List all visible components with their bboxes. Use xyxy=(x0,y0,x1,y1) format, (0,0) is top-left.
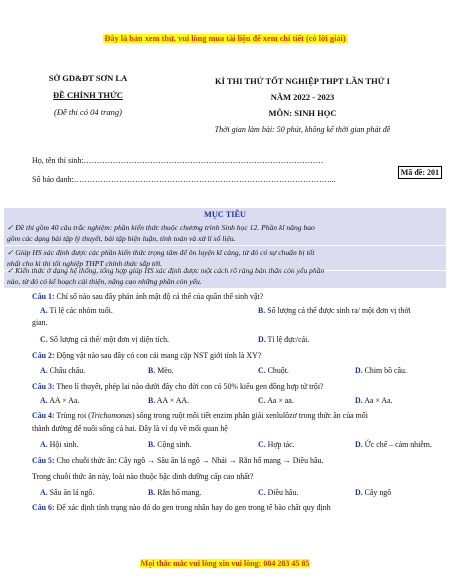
question-4: Câu 4: Trùng roi (Trichomonas) sống trong ruột mối tiết enzim phân giải xenlulôzơ trong thức ăn của mối xyxy=(32,411,368,420)
objectives-title: MỤC TIÊU xyxy=(203,210,247,219)
question-5 xyxy=(32,455,323,466)
exam-code: Mã đề: 201 xyxy=(398,166,442,179)
question-5-continued: Trong chuỗi thức ăn này, loài nào thuộc bậc dinh dưỡng cấp cao nhất? xyxy=(32,472,254,481)
option-b[interactable]: B. Mèo. xyxy=(148,366,174,375)
objective-line: nào, từ đó có kế hoạch cải thiện, nâng cao những phần còn yếu. xyxy=(7,277,202,286)
question-4-continued: thành đường để nuôi sống cả hai. Đây là ví dụ về mối quan hệ xyxy=(32,424,228,433)
question-text: Theo lí thuyết, phép lai nào dưới đây cho đời con có 50% kiểu gen đồng hợp tử trội? xyxy=(54,382,324,391)
option-b[interactable]: B. AA × AA. xyxy=(148,396,190,405)
objective-line: gồm các dạng bài tập lý thuyết, bài tập biện luận, tính toán và xử lí số liệu. xyxy=(7,234,236,243)
option-d[interactable]: D. Aa × Aa. xyxy=(355,396,393,405)
question-label: Câu 6: xyxy=(32,503,55,512)
question-2 xyxy=(32,350,261,361)
option-d[interactable]: D. Ức chế – cảm nhiễm. xyxy=(355,440,432,449)
option-c[interactable]: C. Số lượng cá thể/ một đơn vị diện tích. xyxy=(40,335,169,344)
objective-line: ✓ Đề thi gồm 40 câu trắc nghiệm: phần kiến thức thuộc chương trình Sinh học 12. Phần kĩ năng bao xyxy=(7,223,315,232)
option-a[interactable]: A. AA × Aa. xyxy=(40,396,80,405)
question-label: Câu 5: xyxy=(32,456,55,465)
option-c[interactable]: C. Aa × aa. xyxy=(258,396,294,405)
option-d[interactable]: D. Tỉ lệ đực/cái. xyxy=(258,335,310,344)
option-b[interactable]: B. Rắn hổ mang. xyxy=(148,488,202,497)
option-d[interactable]: D. Chim bồ câu. xyxy=(355,366,407,375)
candidate-number-field: Số báo danh:……………………………………………………………………………………... xyxy=(32,175,336,184)
question-label: Câu 4: xyxy=(32,411,55,420)
option-b-continued: gian. xyxy=(32,318,48,327)
official-label: ĐỀ CHÍNH THỨC xyxy=(53,90,123,100)
exam-subject: MÔN: SINH HỌC xyxy=(268,108,337,118)
page-count: (Đề thi có 04 trang) xyxy=(54,107,122,117)
bottom-banner xyxy=(0,553,450,571)
question-text: Để xác định tính trạng nào đó do gen trong nhân hay do gen trong tế bào chất quy định xyxy=(54,503,331,512)
exam-time: Thời gian làm bài: 50 phút, không kể thời gian phát đề xyxy=(214,125,391,134)
question-text: Động vật nào sau đây có con cái mang cặp NST giới tính là XY? xyxy=(54,351,262,360)
exam-title: KÌ THI THỬ TỐT NGHIỆP THPT LẦN THỨ I xyxy=(215,76,390,86)
option-c[interactable]: C. Hợp tác. xyxy=(258,440,295,449)
option-a[interactable]: A. Châu chấu. xyxy=(40,366,86,375)
question-1 xyxy=(32,291,263,302)
option-a[interactable]: A. Sâu ăn lá ngô. xyxy=(40,488,95,497)
exam-year: NĂM 2022 - 2023 xyxy=(270,92,335,102)
objective-line: ✓ Giúp HS xác định được các phần kiến thức trọng tâm để ôn luyện kĩ càng, từ đó có sự chuẩn bị tốt xyxy=(7,248,315,257)
question-text: Chỉ số nào sau đây phản ánh mật độ cá thể của quần thể sinh vật? xyxy=(54,292,264,301)
question-text: Cho chuỗi thức ăn: Cây ngô → Sâu ăn lá ngô → Nhái → Rắn hổ mang → Diều hâu. xyxy=(54,456,324,465)
org-name: SỞ GD&ĐT SƠN LA xyxy=(48,73,128,83)
option-c[interactable]: C. Chuột. xyxy=(258,366,289,375)
option-a[interactable]: A. Tỉ lệ các nhóm tuổi. xyxy=(40,306,113,315)
top-banner-text: Đây là bản xem thử, vui lòng mua tài liệu để xem chi tiết (có lời giải) xyxy=(104,34,346,43)
objective-line: ✓ Kiến thức ở dạng hệ thống, tổng hợp giúp HS xác định được một cách rõ ràng bản thân còn yếu phần xyxy=(7,266,325,275)
question-label: Câu 2: xyxy=(32,351,55,360)
option-a[interactable]: A. Hội sinh. xyxy=(40,440,79,449)
question-3 xyxy=(32,381,324,392)
option-c[interactable]: C. Diều hâu. xyxy=(258,488,299,497)
bottom-banner-text: Mọi thắc mắc vui lòng xin vui lòng: 084 283 45 85 xyxy=(140,559,310,568)
option-d[interactable]: D. Cây ngô xyxy=(355,488,392,497)
candidate-name-field: Họ, tên thí sinh:……………………………………………………………………………… xyxy=(32,156,324,165)
option-b[interactable]: B. Số lượng cá thể được sinh ra/ một đơn vị thời xyxy=(258,306,411,315)
objective-divider xyxy=(4,245,446,246)
question-6 xyxy=(32,502,331,513)
option-b[interactable]: B. Cộng sinh. xyxy=(148,440,192,449)
objective-line: nhất cho kì thi tốt nghiệp THPT chính thức sắp tới. xyxy=(7,259,163,268)
top-banner xyxy=(0,28,450,46)
question-label: Câu 1: xyxy=(32,292,55,301)
question-label: Câu 3: xyxy=(32,382,55,391)
